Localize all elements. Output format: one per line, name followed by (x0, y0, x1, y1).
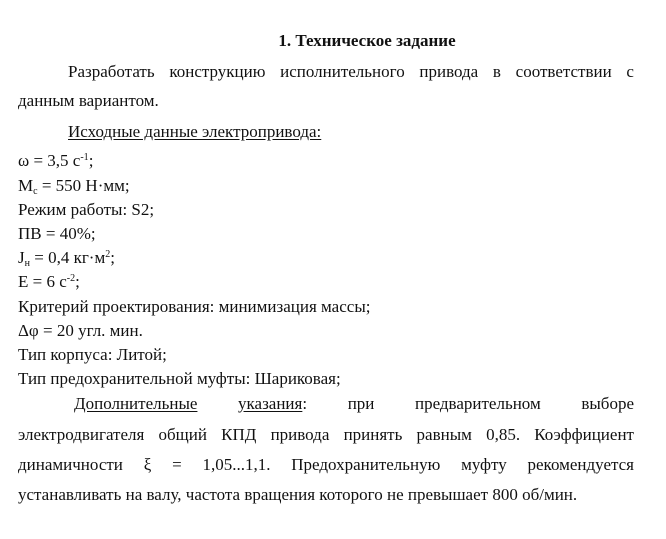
additional-word: рекомендуется (527, 455, 634, 474)
param-omega (18, 151, 93, 171)
jn-exponent: 2 (105, 249, 111, 260)
omega-exponent: -1 (80, 152, 89, 163)
omega-value: = 3,5 с (29, 151, 81, 170)
jn-symbol: J (18, 248, 25, 267)
param-criterion: Критерий проектирования: минимизация массы; (18, 297, 371, 316)
additional-word: принять (343, 425, 403, 444)
additional-word: динамичности (18, 455, 123, 474)
additional-line-3 (18, 455, 634, 475)
intro-line-1 (68, 62, 634, 82)
intro-word: Разработать (68, 62, 155, 81)
omega-symbol: ω (18, 151, 30, 170)
additional-word: выборе (581, 394, 634, 413)
jn-value: = 0,4 кг·м (29, 248, 106, 267)
omega-tail: ; (88, 151, 94, 170)
mc-symbol: М (18, 176, 34, 195)
additional-word: привода (270, 425, 330, 444)
param-mode: Режим работы: S2; (18, 200, 155, 219)
jn-subscript: н (24, 258, 30, 269)
section-title: 1. Техническое задание (278, 31, 456, 50)
additional-heading-word: Дополнительные (74, 394, 198, 413)
param-mc (18, 176, 130, 196)
additional-word: Предохранительную (291, 455, 441, 474)
additional-word: ξ (143, 455, 152, 474)
e-value: = 6 с (28, 272, 67, 291)
e-tail: ; (75, 272, 80, 291)
additional-word: КПД (221, 425, 257, 444)
intro-word: соответствии (515, 62, 612, 81)
intro-word: привода (419, 62, 479, 81)
mc-value: = 550 Н·мм; (37, 176, 130, 195)
additional-word: Коэффициент (534, 425, 634, 444)
additional-word: электродвигателя (18, 425, 145, 444)
param-clutch: Тип предохранительной муфты: Шариковая; (18, 369, 341, 388)
additional-line-4: устанавливать на валу, частота вращения которого не превышает 800 об/мин. (18, 485, 578, 504)
additional-colon: : (302, 394, 308, 413)
additional-word: 1,05...1,1. (202, 455, 271, 474)
intro-word: конструкцию (169, 62, 266, 81)
e-symbol: Е (18, 272, 29, 291)
intro-word: с (626, 62, 634, 81)
additional-word: равным (416, 425, 472, 444)
e-exponent: -2 (66, 273, 76, 284)
additional-word: предварительном (414, 394, 541, 413)
additional-heading (238, 394, 307, 414)
additional-word: муфту (461, 455, 507, 474)
intro-line-2: данным вариантом. (18, 91, 159, 110)
additional-heading (74, 394, 197, 414)
additional-heading-word: указания (238, 394, 303, 413)
param-jn (18, 248, 115, 268)
additional-line-2 (18, 425, 634, 445)
additional-line-1 (74, 394, 634, 414)
mc-subscript: с (33, 186, 38, 197)
jn-tail: ; (110, 248, 115, 267)
additional-word: общий (158, 425, 207, 444)
source-data-heading: Исходные данные электропривода: (68, 122, 322, 141)
param-dphi: Δφ = 20 угл. мин. (18, 321, 143, 340)
additional-word: при (347, 394, 375, 413)
param-pv: ПВ = 40%; (18, 224, 96, 243)
intro-word: в (492, 62, 501, 81)
additional-word: = (172, 455, 182, 474)
intro-word: исполнительного (280, 62, 405, 81)
param-housing: Тип корпуса: Литой; (18, 345, 167, 364)
additional-word: 0,85. (486, 425, 521, 444)
param-e (18, 272, 80, 292)
